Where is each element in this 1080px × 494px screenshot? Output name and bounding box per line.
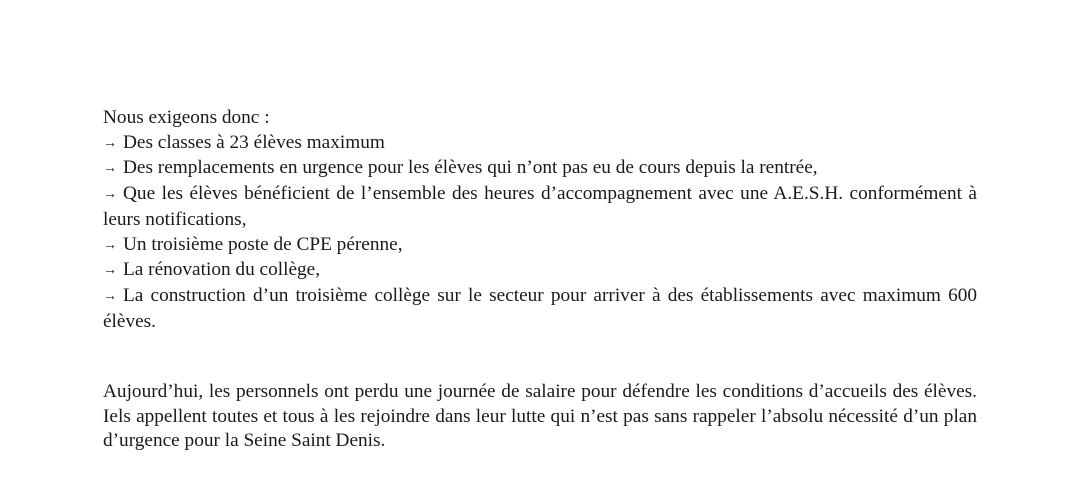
demand-text: Que les élèves bénéficient de l’ensemble des heures d’accompagnement avec une A.E.S.H. conformément à leurs notifications,: [103, 183, 977, 230]
demand-item: [103, 156, 977, 182]
demand-item: [103, 182, 977, 232]
demand-item: [103, 131, 977, 157]
arrow-right-icon: →: [103, 135, 117, 151]
demand-text: La construction d’un troisième collège sur le secteur pour arriver à des établissements avec maximum 600 élèves.: [103, 284, 977, 332]
intro-text: Nous exigeons donc :: [103, 107, 270, 128]
closing-paragraph: Aujourd’hui, les personnels ont perdu une journée de salaire pour défendre les conditions d’accueils des élèves. Iels appellent toutes et tous à les rejoindre dans leur lutte qui n’est pas sans rappeler l’absolu nécessité d’un plan d’urgence pour la Seine Saint Denis.: [103, 381, 977, 452]
demands-list: [103, 131, 977, 335]
demand-text: La rénovation du collège,: [123, 259, 321, 281]
demand-text: Des classes à 23 élèves maximum: [123, 131, 385, 153]
demand-item: [103, 258, 977, 284]
demand-text: Un troisième poste de CPE pérenne,: [123, 233, 403, 255]
demand-item: [103, 233, 977, 259]
arrow-right-icon: →: [103, 187, 117, 203]
arrow-right-icon: →: [103, 237, 117, 253]
arrow-right-icon: →: [103, 288, 117, 304]
demand-item: [103, 284, 977, 334]
arrow-right-icon: →: [103, 263, 117, 279]
arrow-right-icon: →: [103, 161, 117, 177]
document-body: [103, 106, 977, 452]
demand-text: Des remplacements en urgence pour les élèves qui n’ont pas eu de cours depuis la rentrée,: [123, 157, 818, 179]
